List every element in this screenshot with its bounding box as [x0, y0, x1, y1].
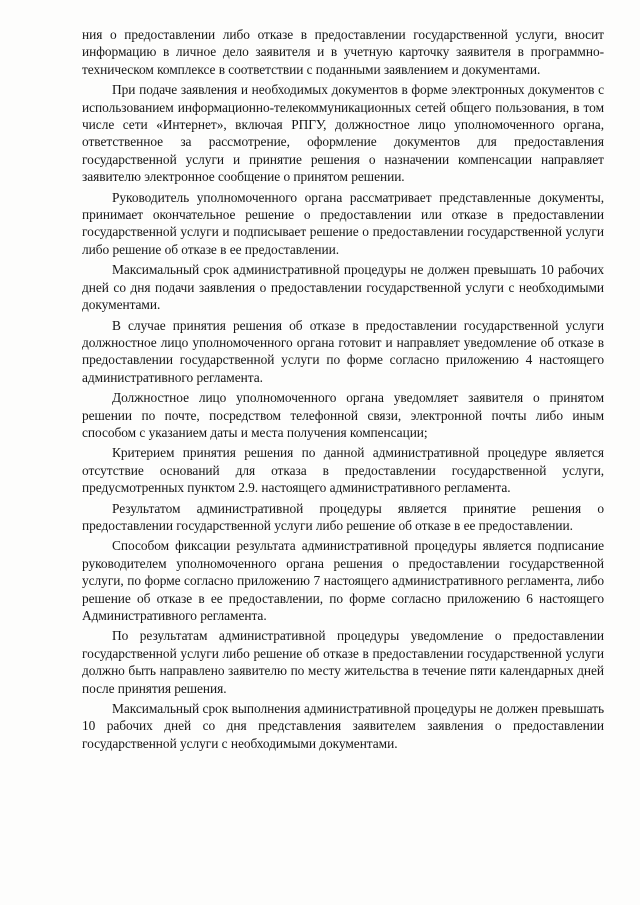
- document-body: [82, 26, 604, 752]
- paragraph-electronic-submission: При подаче заявления и необходимых документов в форме электронных документов с использованием информационно-телекоммуникационных сетей общего пользования, в том числе сети «Интернет», включая РПГУ, должностное лицо уполномоченного органа, ответственное за рассмотрение, оформление документов для предоставления государственной услуги и принятие решения о назначении компенсации направляет заявителю электронное сообщение о принятом решении.: [82, 82, 604, 185]
- paragraph-head-decision: Руководитель уполномоченного органа рассматривает представленные документы, принимает окончательное решение о предоставлении или отказе в предоставлении государственной услуги и подписывает решение о предоставлении государственной услуги либо решение об отказе в ее предоставлении.: [82, 189, 604, 257]
- paragraph-fixation-method: Способом фиксации результата административной процедуры является подписание руководителем уполномоченного органа решения о предоставлении государственной услуги, по форме согласно приложению 7 настоящего административного регламента, либо решение об отказе в ее предоставлении, по форме согласно приложению 6 настоящего Административного регламента.: [82, 538, 604, 623]
- paragraph-max-term: Максимальный срок административной процедуры не должен превышать 10 рабочих дней со дня подачи заявления о предоставлении государственной услуги с необходимыми документами.: [82, 262, 604, 313]
- paragraph-continuation: ния о предоставлении либо отказе в предоставлении государственной услуги, вносит информацию в личное дело заявителя и в учетную карточку заявителя в программно-техническом комплексе в соответствии с поданными заявлением и документами.: [82, 27, 604, 77]
- paragraph-refusal-notice: В случае принятия решения об отказе в предоставлении государственной услуги должностное лицо уполномоченного органа готовит и направляет уведомление об отказе в предоставлении государственной услуги по форме согласно приложению 4 настоящего административного регламента.: [82, 317, 604, 385]
- paragraph-result: Результатом административной процедуры является принятие решения о предоставлении государственной услуги либо решение об отказе в ее предоставлении.: [82, 500, 604, 533]
- paragraph-result-notification: По результатам административной процедуры уведомление о предоставлении государственной услуги либо решение об отказе в предоставлении государственной услуги должно быть направлено заявителю по месту жительства в течение пяти календарных дней после принятия решения.: [82, 628, 604, 696]
- paragraph-notification: Должностное лицо уполномоченного органа уведомляет заявителя о принятом решении по почте, посредством телефонной связи, электронной почты либо иным способом с указанием даты и места получения компенсации;: [82, 390, 604, 440]
- paragraph-criteria: Критерием принятия решения по данной административной процедуре является отсутствие оснований для отказа в предоставлении государственной услуги, предусмотренных пунктом 2.9. настоящего административного регламента.: [82, 445, 604, 496]
- paragraph-max-execution-term: Максимальный срок выполнения административной процедуры не должен превышать 10 рабочих дней со дня представления заявителем заявления о предоставлении государственной услуги с необходимыми документами.: [82, 701, 604, 751]
